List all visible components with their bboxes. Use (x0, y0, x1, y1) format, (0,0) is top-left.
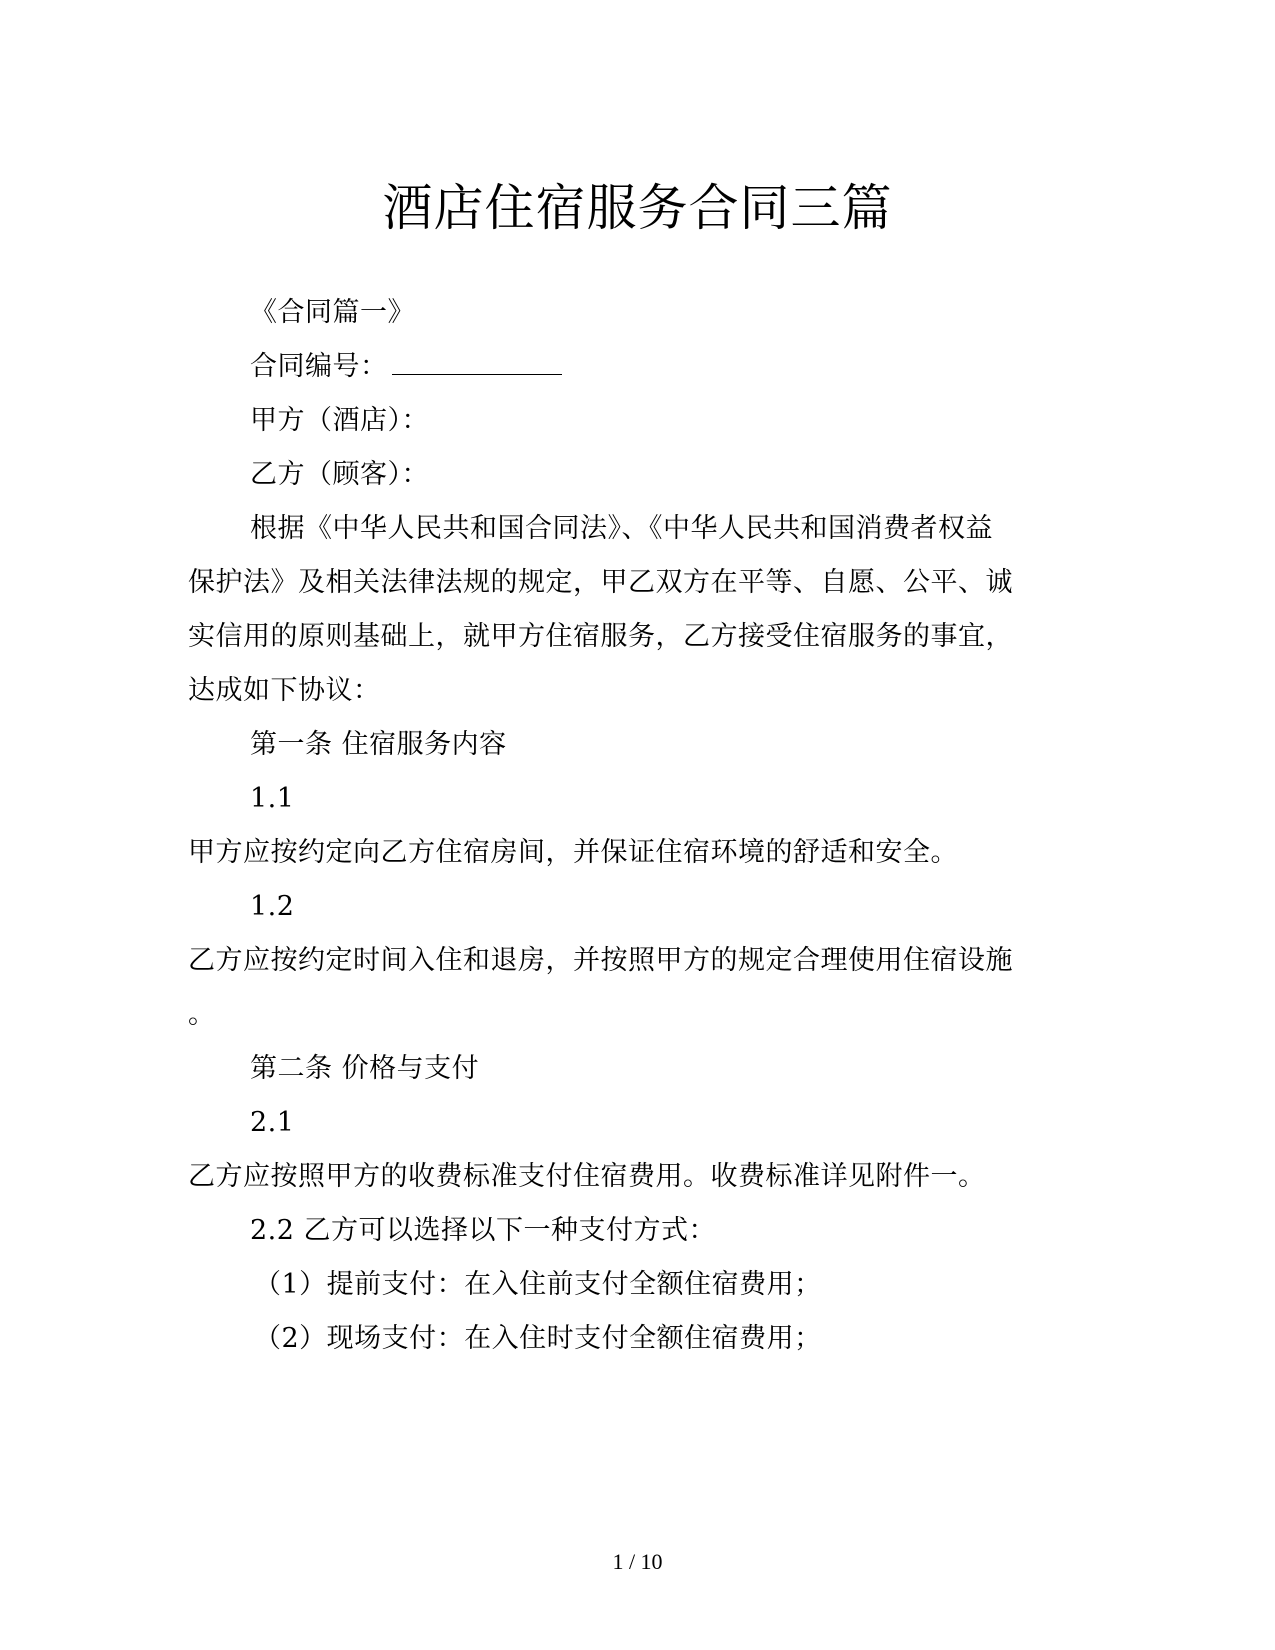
clause-text: 甲方应按约定向乙方住宿房间，并保证住宿环境的舒适和安全。 (188, 837, 958, 868)
contract-number-blank (392, 348, 562, 375)
clause-text-tail: 。 (188, 999, 216, 1030)
preamble-line: 达成如下协议： (188, 675, 381, 706)
clause-text: 乙方应按约定时间入住和退房，并按照甲方的规定合理使用住宿设施 (188, 945, 1013, 976)
document-title: 酒店住宿服务合同三篇 (382, 179, 893, 237)
payment-option: （2）现场支付：在入住时支付全额住宿费用； (254, 1323, 822, 1354)
clause-text: 2.2 乙方可以选择以下一种支付方式： (250, 1215, 717, 1246)
section-heading: 《合同篇一》 (250, 297, 415, 328)
page-number: 1 / 10 (612, 1549, 663, 1574)
clause-number: 1.1 (250, 783, 295, 814)
contract-number-label: 合同编号： (250, 351, 388, 382)
preamble-line: 根据《中华人民共和国合同法》、《中华人民共和国消费者权益 (250, 513, 993, 544)
party-b-label: 乙方（顾客）： (250, 459, 429, 490)
preamble-line: 保护法》及相关法律法规的规定，甲乙双方在平等、自愿、公平、诚 (188, 567, 1013, 598)
article-heading: 第二条 价格与支付 (250, 1053, 480, 1084)
party-a-label: 甲方（酒店）： (250, 405, 429, 436)
clause-number: 2.1 (250, 1107, 295, 1138)
article-heading: 第一条 住宿服务内容 (250, 729, 507, 760)
payment-option: （1）提前支付：在入住前支付全额住宿费用； (254, 1269, 822, 1300)
preamble-line: 实信用的原则基础上，就甲方住宿服务，乙方接受住宿服务的事宜， (188, 621, 1013, 652)
contract-number-row (250, 347, 562, 387)
clause-number: 1.2 (250, 891, 295, 922)
clause-text: 乙方应按照甲方的收费标准支付住宿费用。收费标准详见附件一。 (188, 1161, 986, 1192)
